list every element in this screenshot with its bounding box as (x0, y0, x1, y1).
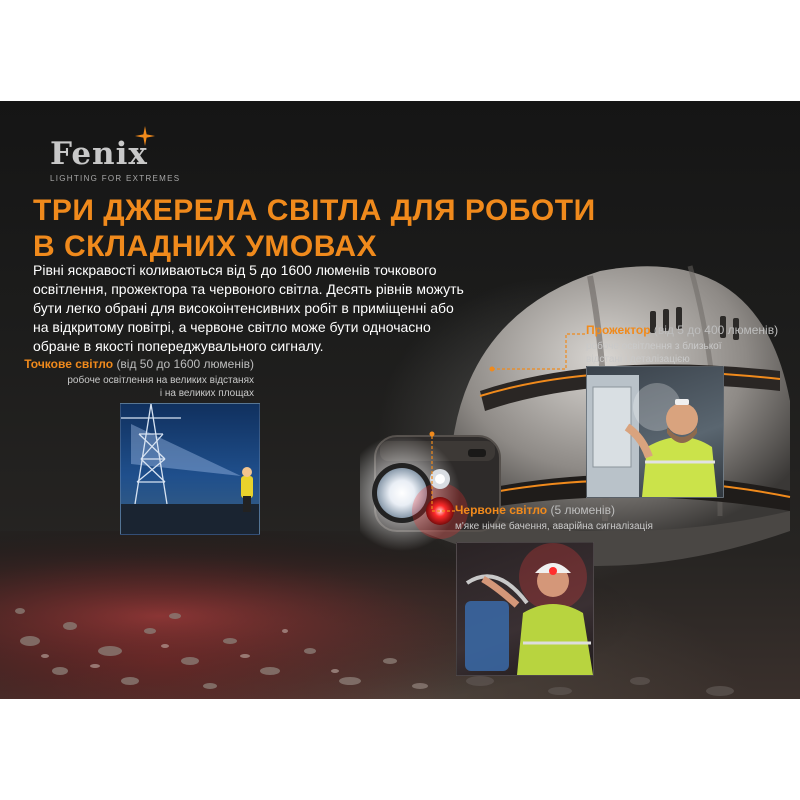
spot-mode-desc-2: і на великих площах (159, 388, 254, 399)
spot-mode-title: Точкове світло (24, 357, 114, 371)
flood-mode-title: Прожектор (586, 323, 651, 337)
brand-name: Fenix (50, 136, 148, 172)
title-line-2: В СКЛАДНИХ УМОВАХ (33, 230, 378, 263)
flood-mode-desc-1: робоче освітлення з близької (586, 341, 722, 352)
red-mode-title: Червоне світло (455, 503, 548, 517)
product-banner (0, 101, 800, 699)
spot-light-photo (120, 403, 260, 535)
flood-mode-desc-2: відстані і деталізацією (586, 354, 690, 365)
red-mode-desc-1: м'яке нічне бачення, аварійна сигналізація (455, 521, 653, 532)
red-light-photo (456, 542, 594, 676)
flood-mode-range: (від 5 до 400 люменів) (653, 323, 779, 337)
spot-mode-desc-1: робоче освітлення на великих відстанях (67, 375, 254, 386)
product-description: Рівні яскравості коливаються від 5 до 1600 люменів точкового освітлення, прожектора та червоного світла. Десять рівнів можуть бути легко обрані для високоінтенсивних робіт в приміщенні або на відкритому повітрі, а червоне світло може бути одночасно обране в якості попереджувального сигналу. (33, 262, 464, 354)
brand-tagline: LIGHTING FOR EXTREMES (50, 174, 181, 183)
red-mode-range: (5 люменів) (550, 503, 615, 517)
flood-light-photo (586, 366, 724, 498)
title-line-1: ТРИ ДЖЕРЕЛА СВІТЛА ДЛЯ РОБОТИ (33, 194, 596, 227)
spot-mode-range: (від 50 до 1600 люменів) (116, 357, 254, 371)
